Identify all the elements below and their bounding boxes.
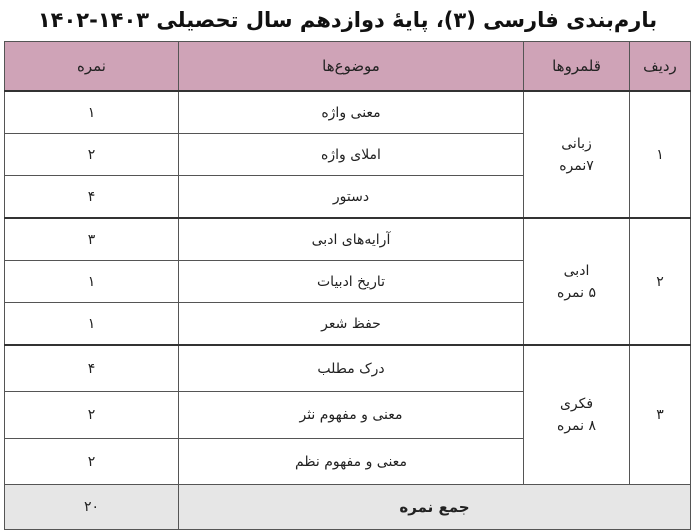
domain-cell <box>524 91 630 218</box>
table-row <box>5 91 691 134</box>
topic-cell: درک مطلب <box>179 345 524 392</box>
table-row <box>5 345 691 392</box>
domain-name: فکری <box>559 396 594 412</box>
domain-cell <box>524 345 630 485</box>
header-row-number: ردیف <box>630 42 691 92</box>
score-cell: ۲ <box>5 134 179 176</box>
header-score: نمره <box>5 42 179 92</box>
row-number-cell: ۲ <box>630 218 691 345</box>
header-topics: موضوع‌ها <box>179 42 524 92</box>
total-row <box>5 485 691 530</box>
total-value: ۲۰ <box>5 485 179 530</box>
domain-score: ۵ نمره <box>556 284 597 301</box>
score-cell: ۳ <box>5 218 179 261</box>
row-number-cell: ۳ <box>630 345 691 485</box>
score-cell: ۱ <box>5 261 179 303</box>
topic-cell: معنی واژه <box>179 91 524 134</box>
domain-name: ادبی <box>563 262 590 279</box>
score-cell: ۱ <box>5 303 179 346</box>
table-header-row <box>5 42 691 92</box>
score-cell: ۴ <box>5 176 179 219</box>
domain-cell <box>524 218 630 345</box>
topic-cell: دستور <box>179 176 524 219</box>
topic-cell: املای واژه <box>179 134 524 176</box>
header-domain: قلمروها <box>524 42 630 92</box>
score-cell: ۴ <box>5 345 179 392</box>
score-cell: ۱ <box>5 91 179 134</box>
page-title: بارم‌بندی فارسی (۳)، پایهٔ دوازدهم سال تحصیلی ۱۴۰۳-۱۴۰۲ <box>37 8 658 32</box>
score-cell: ۲ <box>5 439 179 485</box>
domain-score: ۷نمره <box>559 157 594 174</box>
topic-cell: معنی و مفهوم نثر <box>179 392 524 439</box>
topic-cell: معنی و مفهوم نظم <box>179 439 524 485</box>
topic-cell: آرایه‌های ادبی <box>179 218 524 261</box>
topic-cell: تاریخ ادبیات <box>179 261 524 303</box>
row-number-cell: ۱ <box>630 91 691 218</box>
score-cell: ۲ <box>5 392 179 439</box>
domain-name: زبانی <box>561 135 592 152</box>
score-table <box>4 41 691 530</box>
topic-cell: حفظ شعر <box>179 303 524 346</box>
table-row <box>5 218 691 261</box>
domain-score: ۸ نمره <box>556 418 597 434</box>
total-label: جمع نمره <box>179 485 691 530</box>
